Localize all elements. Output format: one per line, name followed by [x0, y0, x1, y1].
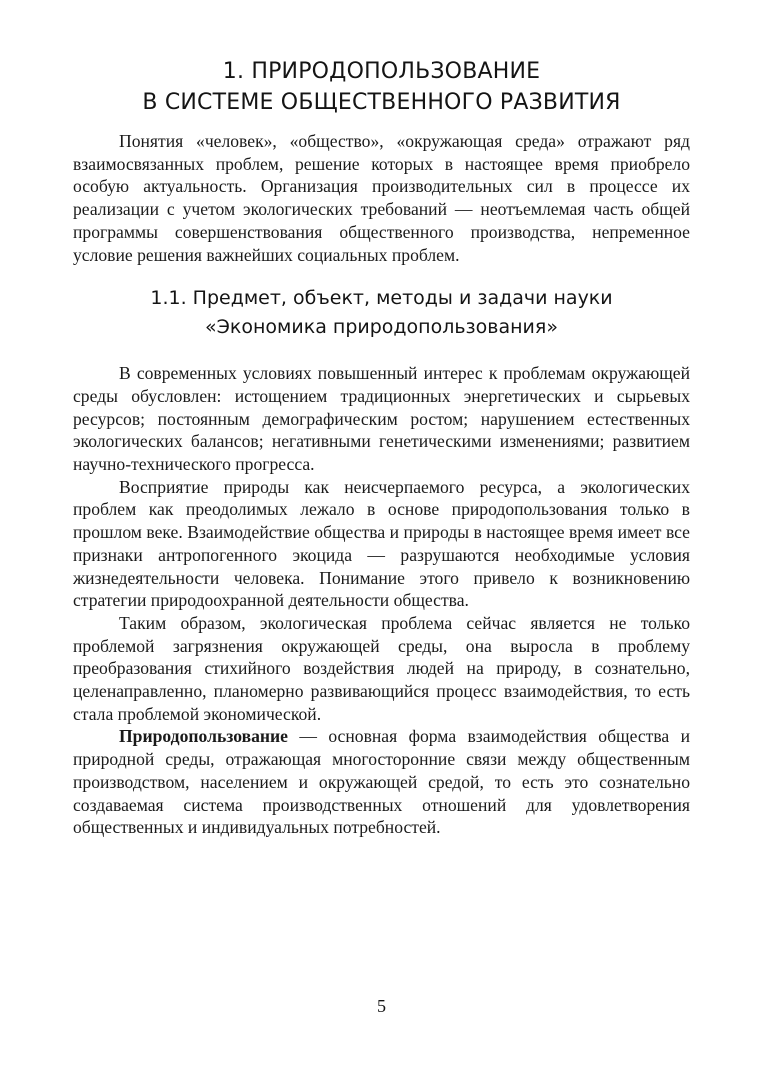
section-title [73, 284, 690, 342]
section-title-line-1: 1.1. Предмет, объект, методы и задачи науки [150, 287, 613, 310]
body-paragraph: Восприятие природы как неисчерпаемого ресурса, а экологических проблем как преодолимых лежало в основе природопользования только в прошлом веке. Взаимодействие общества и природы в настоящее время имеет все признаки антропогенного экоцида — разрушаются необходимые условия жизнедеятельности человека. Понимание этого привело к возникновению стратегии природоохранной деятельности общества. [73, 476, 690, 611]
chapter-title-line-2: В СИСТЕМЕ ОБЩЕСТВЕННОГО РАЗВИТИЯ [142, 90, 621, 115]
definition-text: — основная форма взаимодействия общества и природной среды, отражающая многосторонние связи между общественным производством, населением и окружающей средой, то есть это сознательно создаваемая система производственных отношений для удовлетворения общественных и индивидуальных потребностей. [73, 726, 690, 838]
definition-term: Природопользование [119, 726, 288, 747]
definition-paragraph [73, 725, 690, 839]
page-number: 5 [377, 996, 386, 1016]
section-title-line-2: «Экономика природопользования» [205, 316, 558, 339]
chapter-title-line-1: 1. ПРИРОДОПОЛЬЗОВАНИЕ [222, 59, 541, 84]
body-paragraph: Таким образом, экологическая проблема сейчас является не только проблемой загрязнения окружающей среды, она выросла в проблему преобразования стихийного воздействия людей на природу, в сознательно, целенаправленно, планомерно развивающийся процесс взаимодействия, то есть стала проблемой экономической. [73, 612, 690, 724]
chapter-title [73, 56, 690, 118]
intro-paragraph: Понятия «человек», «общество», «окружающая среда» отражают ряд взаимосвязанных проблем, решение которых в настоящее время приобрело особую актуальность. Организация производительных сил в процессе их реализации с учетом экологических требований — неотъемлемая часть общей программы совершенствования общественного производства, непременное условие решения важнейших социальных проблем. [73, 131, 690, 265]
body-paragraph: В современных условиях повышенный интерес к проблемам окружающей среды обусловлен: истощением традиционных энергетических и сырьевых ресурсов; постоянным демографическим ростом; нарушением естественных экологических балансов; негативными генетическими изменениями; развитием научно-технического прогресса. [73, 363, 690, 475]
